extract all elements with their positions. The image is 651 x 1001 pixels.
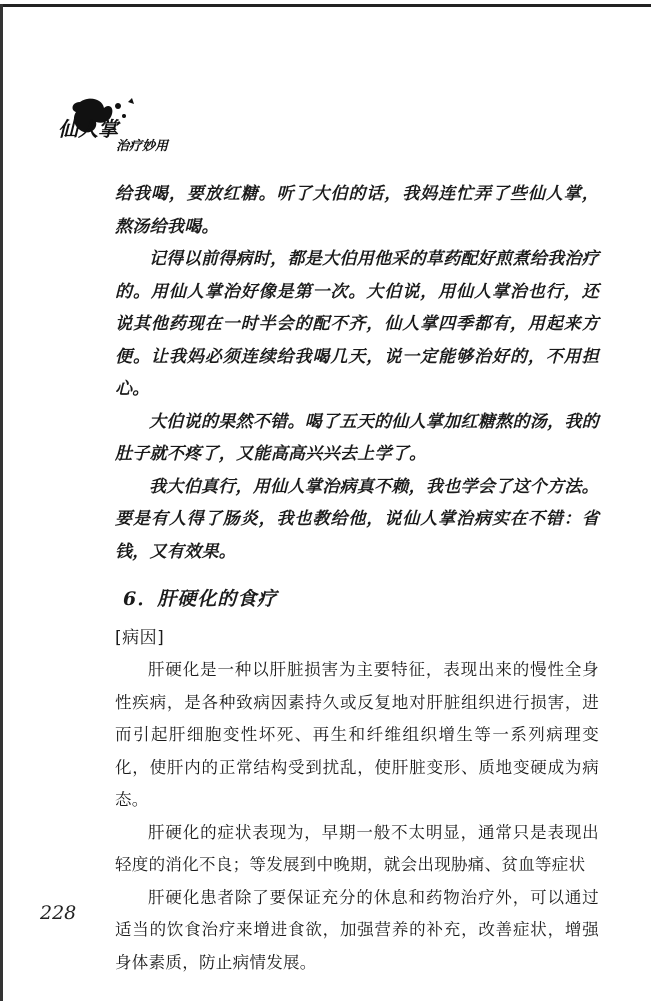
body-paragraph: 肝硬化是一种以肝脏损害为主要特征，表现出来的慢性全身性疾病，是各种致病因素持久或反复地对肝脏组织进行损害，进而引起肝细胞变性坏死、再生和纤维组织增生等一系列病理变化，使肝内的正常结构受到扰乱，使肝脏变形、质地变硬成为病态。 [115, 660, 599, 809]
body-paragraph: 肝硬化患者除了要保证充分的休息和药物治疗外，可以通过适当的饮食治疗来增进食欲，加强营养的补充，改善症状，增强身体素质，防止病情发展。 [115, 887, 599, 972]
story-paragraph: 大伯说的果然不错。喝了五天的仙人掌加红糖熬的汤，我的肚子就不疼了，又能高高兴兴去上学了。 [115, 411, 599, 464]
story-paragraph: 给我喝，要放红糖。听了大伯的话，我妈连忙弄了些仙人掌，熬汤给我喝。 [115, 184, 599, 237]
left-border-rule [0, 4, 3, 1001]
cactus-logo-icon [58, 96, 228, 156]
story-paragraph: 我大伯真行，用仙人掌治病真不赖，我也学会了这个方法。要是有人得了肠炎，我也教给他，说仙人掌治病实在不错：省钱，又有效果。 [115, 476, 599, 562]
running-header-logo [58, 96, 228, 156]
story-paragraph: 记得以前得病时，都是大伯用他采的草药配好煎煮给我治疗的。用仙人掌治好像是第一次。大伯说，用仙人掌治也行，还说其他药现在一时半会的配不齐，仙人掌四季都有，用起来方便。让我妈必须连续给我喝几天，说一定能够治好的，不用担心。 [115, 249, 599, 399]
page-content [115, 178, 599, 979]
body-paragraph: 肝硬化的症状表现为，早期一般不太明显，通常只是表现出轻度的消化不良；等发展到中晚期，就会出现胁痛、贫血等症状 [115, 822, 599, 874]
header-book-title: 仙人掌 [58, 117, 118, 141]
section-heading: 6．肝硬化的食疗 [123, 588, 278, 610]
page-number: 228 [40, 902, 77, 924]
top-border-rule [0, 4, 651, 7]
section-subheading: [病因] [115, 628, 165, 648]
header-book-subtitle: 治疗妙用 [116, 139, 169, 154]
